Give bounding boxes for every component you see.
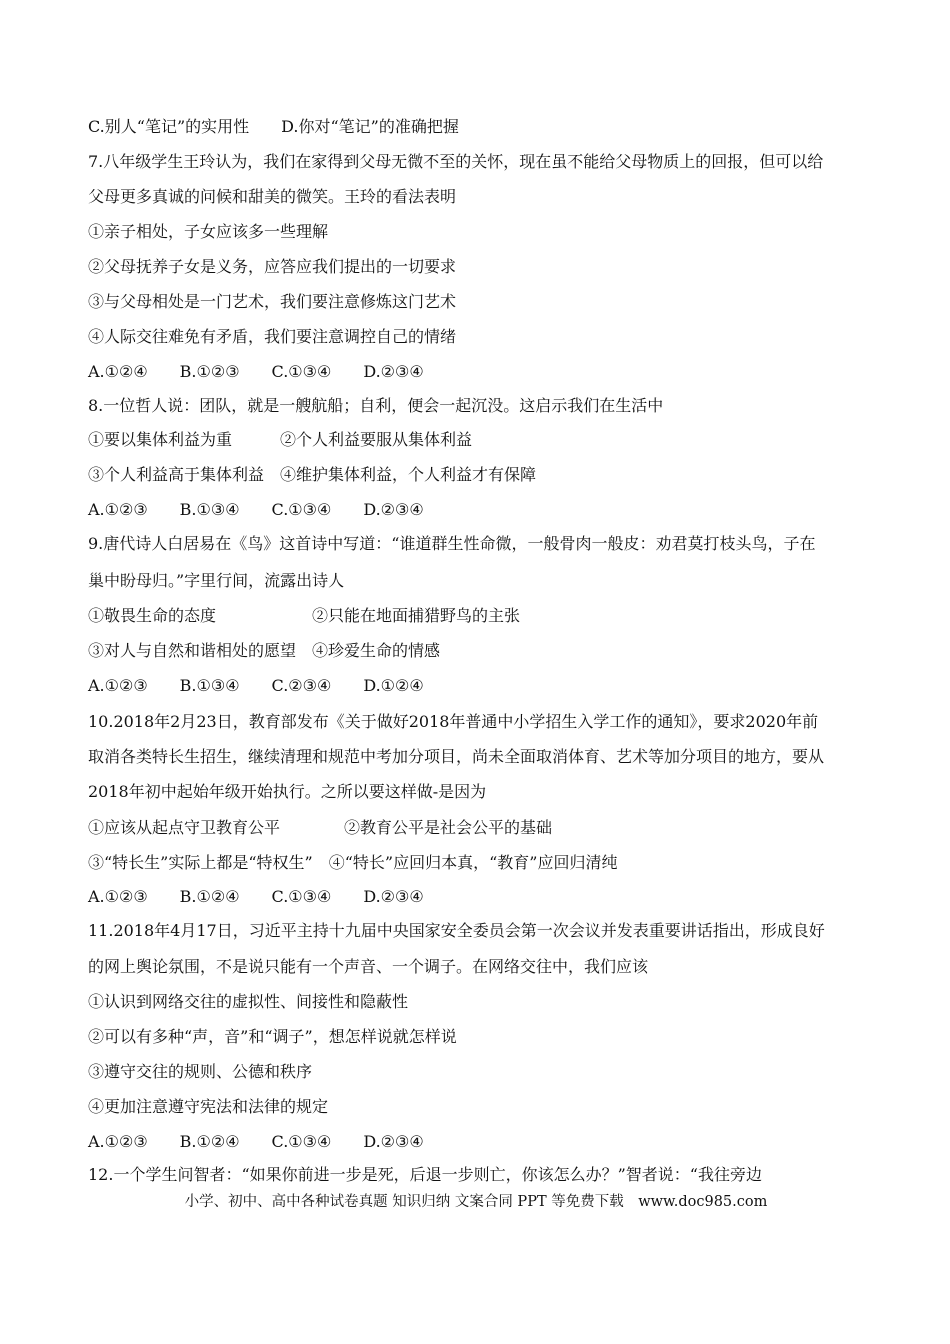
question-10-items-2: ③“特长生”实际上都是“特权生” ④“特长”应回归本真，“教育”应回归清纯	[88, 853, 618, 872]
question-10-items-1: ①应该从起点守卫教育公平 ②教育公平是社会公平的基础	[88, 818, 553, 837]
question-11-item-4: ④更加注意遵守宪法和法律的规定	[88, 1097, 329, 1116]
question-8-items-2: ③个人利益高于集体利益 ④维护集体利益，个人利益才有保障	[88, 465, 537, 484]
question-8-stem: 8.一位哲人说：团队，就是一艘航船；自利，便会一起沉没。这启示我们在生活中	[88, 396, 664, 415]
question-7-item-2: ②父母抚养子女是义务，应答应我们提出的一切要求	[88, 257, 457, 276]
question-7-item-1: ①亲子相处，子女应该多一些理解	[88, 222, 329, 241]
footer-watermark: 小学、初中、高中各种试卷真题 知识归纳 文案合同 PPT 等免费下载 www.doc985.com	[184, 1194, 768, 1210]
question-11-line-1: 11.2018年4月17日，习近平主持十九届中央国家安全委员会第一次会议并发表重要讲话指出，形成良好	[88, 921, 825, 940]
question-10-line-2: 取消各类特长生招生，继续清理和规范中考加分项目，尚未全面取消体育、艺术等加分项目的地方，要从	[88, 747, 825, 766]
question-8-items-1: ①要以集体利益为重 ②个人利益要服从集体利益	[88, 430, 473, 449]
question-7-choices: A.①②④ B.①②③ C.①③④ D.②③④	[88, 362, 424, 381]
question-9-items-1: ①敬畏生命的态度 ②只能在地面捕猎野鸟的主张	[88, 606, 521, 625]
question-9-line-1: 9.唐代诗人白居易在《鸟》这首诗中写道：“谁道群生性命微，一般骨肉一般皮：劝君莫打枝头鸟，子在	[88, 534, 816, 553]
text-line: C.别人“笔记”的实用性 D.你对“笔记”的准确把握	[88, 117, 459, 136]
question-9-choices: A.①②③ B.①③④ C.②③④ D.①②④	[88, 676, 424, 695]
question-7-item-4: ④人际交往难免有矛盾，我们要注意调控自己的情绪	[88, 327, 457, 346]
question-10-choices: A.①②③ B.①②④ C.①③④ D.②③④	[88, 887, 424, 906]
question-7-line-2: 父母更多真诚的问候和甜美的微笑。王玲的看法表明	[88, 187, 457, 206]
question-11-item-1: ①认识到网络交往的虚拟性、间接性和隐蔽性	[88, 992, 409, 1011]
question-12-line-1: 12.一个学生问智者：“如果你前进一步是死，后退一步则亡，你该怎么办？”智者说：“我往旁边	[88, 1165, 762, 1184]
question-11-line-2: 的网上舆论氛围，不是说只能有一个声音、一个调子。在网络交往中，我们应该	[88, 957, 649, 976]
question-8-choices: A.①②③ B.①③④ C.①③④ D.②③④	[88, 500, 424, 519]
question-10-line-3: 2018年初中起始年级开始执行。之所以要这样做-是因为	[88, 782, 487, 801]
question-7-line-1: 7.八年级学生王玲认为，我们在家得到父母无微不至的关怀，现在虽不能给父母物质上的回报，但可以给	[88, 152, 824, 171]
question-9-items-2: ③对人与自然和谐相处的愿望 ④珍爱生命的情感	[88, 641, 441, 660]
question-11-item-2: ②可以有多种“声，音”和“调子”，想怎样说就怎样说	[88, 1027, 457, 1046]
question-11-choices: A.①②③ B.①②④ C.①③④ D.②③④	[88, 1132, 424, 1151]
question-9-line-2: 巢中盼母归。”字里行间，流露出诗人	[88, 571, 345, 590]
question-11-item-3: ③遵守交往的规则、公德和秩序	[88, 1062, 313, 1081]
question-10-line-1: 10.2018年2月23日，教育部发布《关于做好2018年普通中小学招生入学工作的通知》，要求2020年前	[88, 712, 819, 731]
question-7-item-3: ③与父母相处是一门艺术，我们要注意修炼这门艺术	[88, 292, 457, 311]
